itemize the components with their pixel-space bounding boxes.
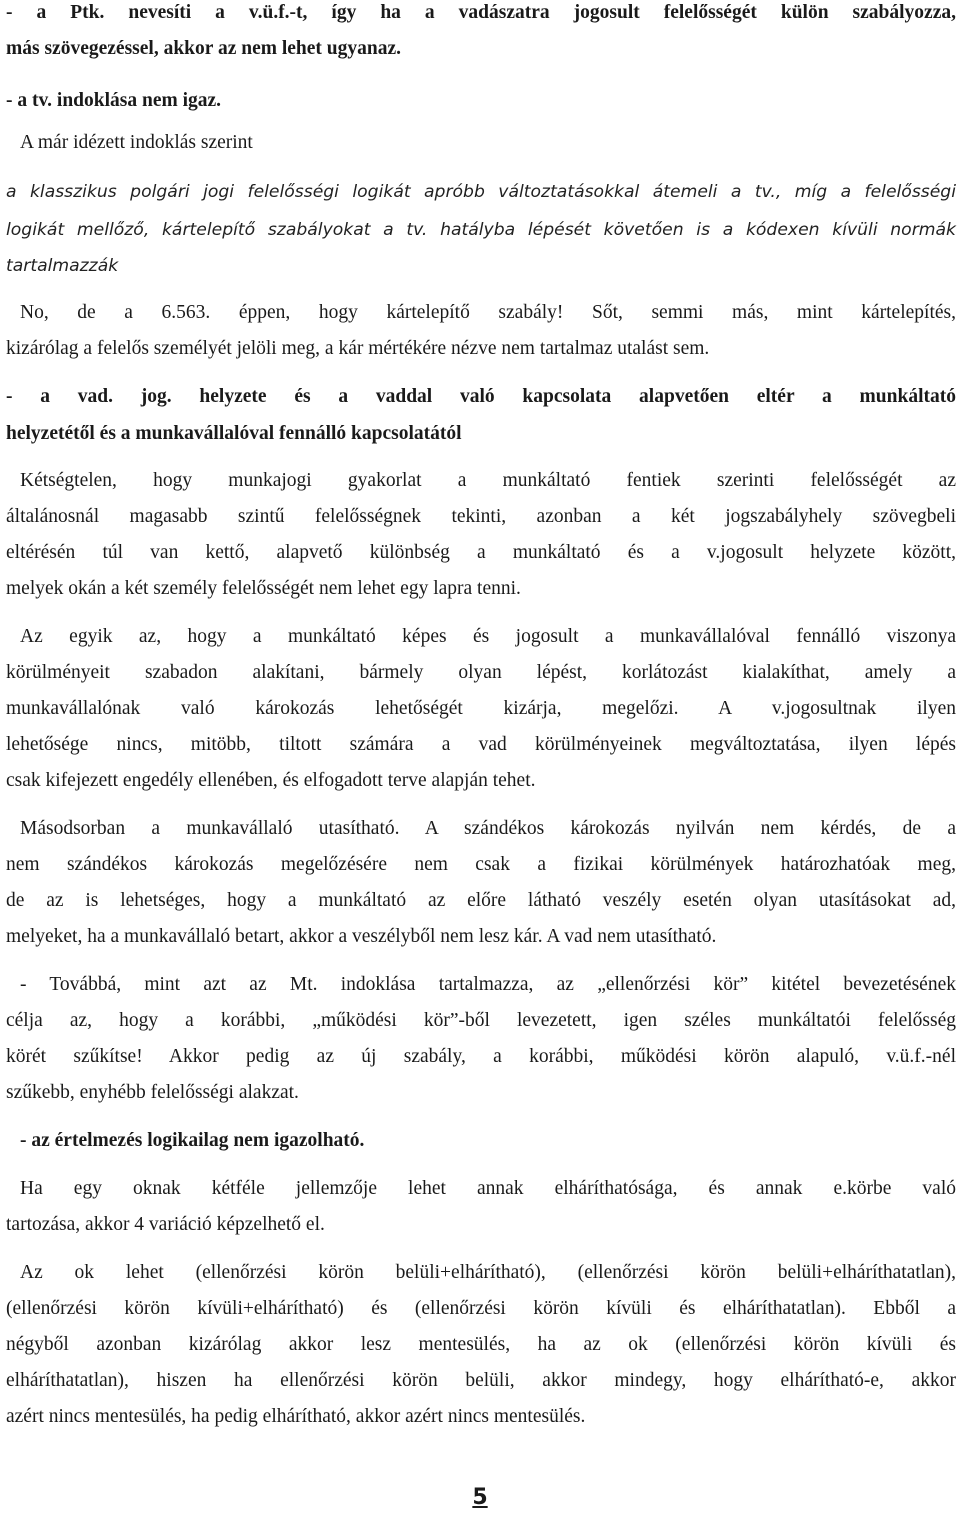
heading-line-1: - a vad. jog. helyzete és a vaddal való kapcsolata alapvetően eltér a munkáltató [6, 386, 956, 407]
text-line-4: A már idézett indoklás szerint [20, 132, 253, 153]
text-line-17: körülményeit szabadon alakítani, bármely olyan lépést, korlátozást kialakíthat, amely a [6, 662, 956, 683]
text-line-20: csak kifejezett engedély ellenében, és elfogadott terve alapján tehet. [6, 770, 536, 791]
quote-line-2: logikát mellőző, kártelepítő szabályokat a tv. hatályba lépését követően is a kódexen kívüli normák [6, 220, 956, 240]
text-line-9: kizárólag a felelős személyét jelöli meg, a kár mértékére nézve nem tartalmaz utalást sem. [6, 338, 710, 359]
text-line-36: azért nincs mentesülés, ha pedig elhárítható, akkor azért nincs mentesülés. [6, 1406, 586, 1427]
text-line-26: célja az, hogy a korábbi, „működési kör”-ből levezetett, igen széles munkáltatói felelősség [6, 1010, 956, 1031]
text-line-13: általánosnál magasabb szintű felelősségnek tekinti, azonban a két jogszabályhely szövegbeli [6, 506, 956, 527]
heading-line-2: helyzetétől és a munkavállalóval fennálló kapcsolatától [6, 423, 462, 444]
text-line-31: tartozása, akkor 4 variáció képzelhető el. [6, 1214, 325, 1235]
text-line-33: (ellenőrzési körön kívüli+elhárítható) és (ellenőrzési körön kívüli és elháríthatatlan). Ebből a [6, 1298, 956, 1319]
text-line-30: Ha egy oknak kétféle jellemzője lehet annak elháríthatósága, és annak e.körbe való [20, 1178, 956, 1199]
text-line-25: - Továbbá, mint azt az Mt. indoklása tartalmazza, az „ellenőrzési kör” kitétel bevezetésének [20, 974, 956, 995]
text-line-2: más szövegezéssel, akkor az nem lehet ugyanaz. [6, 38, 401, 59]
text-line-27: körét szűkítse! Akkor pedig az új szabály, a korábbi, működési körön alapuló, v.ü.f.-nél [6, 1046, 956, 1067]
text-line-28: szűkebb, enyhébb felelősségi alakzat. [6, 1082, 299, 1103]
text-line-34: négyből azonban kizárólag akkor lesz mentesülés, ha az ok (ellenőrzési körön kívüli és [6, 1334, 956, 1355]
text-line-24: melyeket, ha a munkavállaló betart, akkor a veszélyből nem lesz kár. A vad nem utasítható. [6, 926, 717, 947]
text-line-23: de az is lehetséges, hogy a munkáltató az előre látható veszély esetén olyan utasításokat ad, [6, 890, 956, 911]
text-line-1: - a Ptk. nevesíti a v.ü.f.-t, így ha a vadászatra jogosult felelősségét külön szabályozza, [6, 2, 956, 23]
text-line-16: Az egyik az, hogy a munkáltató képes és jogosult a munkavállalóval fennálló viszonya [20, 626, 956, 647]
text-line-19: lehetősége nincs, mitöbb, tiltott számára a vad körülményeinek megváltoztatása, ilyen lépés [6, 734, 956, 755]
text-line-32: Az ok lehet (ellenőrzési körön belüli+elhárítható), (ellenőrzési körön belüli+elháríthatatlan), [20, 1262, 956, 1283]
text-line-15: melyek okán a két személy felelősségét nem lehet egy lapra tenni. [6, 578, 521, 599]
text-line-14: eltérésén túl van kettő, alapvető különbség a munkáltató és a v.jogosult helyzete között, [6, 542, 956, 563]
heading-line-3: - az értelmezés logikailag nem igazolható. [20, 1130, 365, 1151]
text-line-12: Kétségtelen, hogy munkajogi gyakorlat a munkáltató fentiek szerinti felelősségét az [20, 470, 956, 491]
text-line-8: No, de a 6.563. éppen, hogy kártelepítő szabály! Sőt, semmi más, mint kártelepítés, [20, 302, 956, 323]
text-line-22: nem szándékos károkozás megelőzésére nem csak a fizikai körülmények határozhatóak meg, [6, 854, 956, 875]
quote-line-1: a klasszikus polgári jogi felelősségi logikát apróbb változtatásokkal átemeli a tv., míg a felelősségi [6, 182, 956, 202]
text-line-3: - a tv. indoklása nem igaz. [6, 90, 222, 111]
quote-line-3: tartalmazzák [6, 256, 119, 276]
text-line-21: Másodsorban a munkavállaló utasítható. A szándékos károkozás nyilván nem kérdés, de a [20, 818, 956, 839]
text-line-18: munkavállalónak való károkozás lehetőségét kizárja, megelőzi. A v.jogosultnak ilyen [6, 698, 956, 719]
text-line-35: elháríthatatlan), hiszen ha ellenőrzési körön belüli, akkor mindegy, hogy elhárítható-e, akkor [6, 1370, 956, 1391]
page-number: 5 [472, 1485, 488, 1510]
